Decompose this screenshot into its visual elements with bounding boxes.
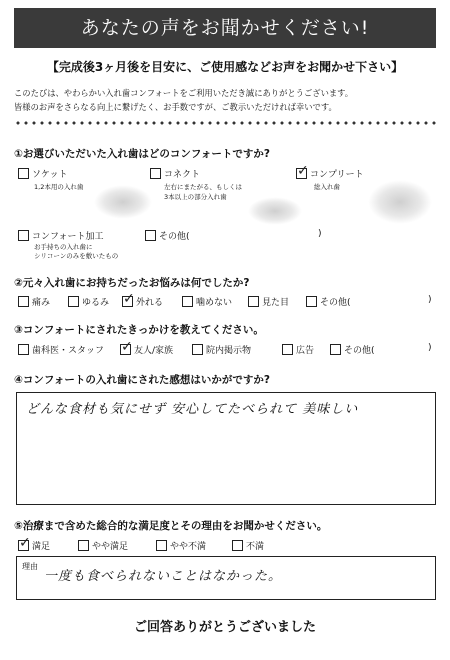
q2-other-close-paren: ) — [428, 295, 432, 305]
checkbox[interactable] — [150, 168, 161, 179]
q2-option-other[interactable]: その他( — [306, 295, 351, 308]
q1-option-processing-note-1: お手持ちの入れ歯に — [34, 243, 93, 251]
checkbox[interactable] — [306, 296, 317, 307]
checkbox-checked[interactable] — [296, 168, 307, 179]
question-5-title: ⑤治療まで含めた総合的な満足度とその理由をお聞かせください。 — [14, 520, 328, 532]
checkbox-checked[interactable] — [122, 296, 133, 307]
closing-message: ご回答ありがとうございました — [133, 620, 316, 635]
q3-other-close-paren: ) — [428, 343, 432, 353]
checkbox-checked[interactable] — [18, 540, 29, 551]
q3-option-friend-family[interactable]: ✓ 友人/家族 — [120, 343, 173, 356]
q2-option-appearance[interactable]: 見た目 — [248, 295, 289, 308]
checkbox[interactable] — [330, 344, 341, 355]
q1-option-connect-note-1: 左右にまたがる、もしくは — [164, 183, 242, 191]
q2-option-loose[interactable]: ゆるみ — [68, 295, 109, 308]
q1-option-comfort-processing[interactable]: コンフォート加工 — [18, 229, 104, 242]
q3-option-other[interactable]: その他( — [330, 343, 375, 356]
checkbox[interactable] — [68, 296, 79, 307]
checkbox[interactable] — [282, 344, 293, 355]
q1-option-socket[interactable]: ソケット — [18, 167, 67, 180]
q2-option-falls-out[interactable]: ✓ 外れる — [122, 295, 163, 308]
q3-option-advertisement[interactable]: 広告 — [282, 343, 314, 356]
page-header: あなたの声をお聞かせください! — [14, 8, 436, 48]
checkbox[interactable] — [182, 296, 193, 307]
checkbox[interactable] — [156, 540, 167, 551]
q2-option-cannot-chew[interactable]: 噛めない — [182, 295, 232, 308]
checkbox[interactable] — [18, 344, 29, 355]
q5-reason-label: 理由 — [22, 562, 38, 571]
checkbox[interactable] — [192, 344, 203, 355]
question-1-title: ①お選びいただいた入れ歯はどのコンフォートですか? — [14, 148, 270, 160]
denture-image-connect — [248, 197, 302, 225]
q5-option-satisfied[interactable]: ✓ 満足 — [18, 539, 50, 552]
q1-option-connect[interactable]: コネクト — [150, 167, 200, 180]
q1-option-complete-note: 総入れ歯 — [314, 183, 340, 191]
q1-other-close-paren: ) — [318, 229, 322, 239]
intro-text — [14, 86, 436, 114]
checkbox[interactable] — [248, 296, 259, 307]
q5-handwritten-reason: 一度も食べられないことはなかった。 — [44, 569, 283, 584]
checkbox[interactable] — [18, 230, 29, 241]
checkbox[interactable] — [232, 540, 243, 551]
denture-image-socket — [94, 185, 152, 219]
checkbox[interactable] — [78, 540, 89, 551]
dotted-divider — [14, 120, 436, 126]
q5-option-dissatisfied[interactable]: 不満 — [232, 539, 264, 552]
question-4-title: ④コンフォートの入れ歯にされた感想はいかがですか? — [14, 374, 270, 386]
q1-option-processing-note-2: シリコーンのみを敷いたもの — [34, 252, 119, 260]
checkbox[interactable] — [18, 296, 29, 307]
checkbox-checked[interactable] — [120, 344, 131, 355]
q5-option-somewhat-satisfied[interactable]: やや満足 — [78, 539, 128, 552]
q5-option-somewhat-dissatisfied[interactable]: やや不満 — [156, 539, 206, 552]
q4-handwritten-answer: どんな食材も気にせず 安心してたべられて 美味しい — [26, 402, 359, 417]
checkbox[interactable] — [18, 168, 29, 179]
q1-option-connect-note-2: 3本以上の部分入れ歯 — [164, 193, 227, 201]
question-2-title: ②元々入れ歯にお持ちだったお悩みは何でしたか? — [14, 277, 250, 289]
denture-image-complete — [368, 180, 432, 224]
q2-option-pain[interactable]: 痛み — [18, 295, 50, 308]
checkbox[interactable] — [145, 230, 156, 241]
intro-line-1: このたびは、やわらかい入れ歯コンフォートをご利用いただき誠にありがとうございます。 — [14, 88, 354, 98]
subtitle: 【完成後3ヶ月後を目安に、ご使用感などお声をお聞かせ下さい】 — [46, 60, 404, 74]
q3-option-clinic-poster[interactable]: 院内掲示物 — [192, 343, 251, 356]
intro-line-2: 皆様のお声をさらなる向上に繋げたく、お手数ですが、ご教示いただければ幸いです。 — [14, 102, 337, 112]
question-3-title: ③コンフォートにされたきっかけを教えてください。 — [14, 324, 264, 336]
q1-option-socket-note: 1,2本用の入れ歯 — [34, 183, 84, 191]
q1-option-complete[interactable]: ✓ コンプリート — [296, 167, 364, 180]
q1-option-other[interactable]: その他( — [145, 229, 190, 242]
q3-option-dentist-staff[interactable]: 歯科医・スタッフ — [18, 343, 104, 356]
